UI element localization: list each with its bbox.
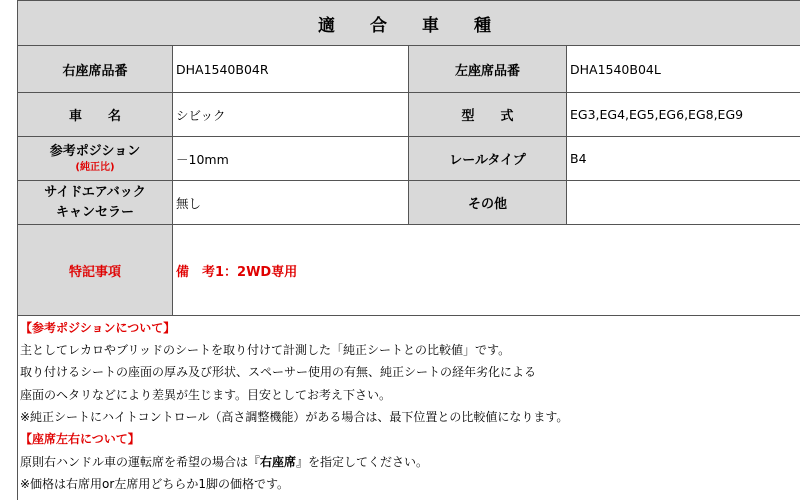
airbag-canceller-label (18, 181, 173, 225)
other-label: その他 (409, 181, 567, 225)
model-value: EG3,EG4,EG5,EG6,EG8,EG9 (567, 93, 800, 137)
car-name-label: 車 名 (18, 93, 173, 137)
other-value (567, 181, 800, 225)
left-seat-value: DHA1540B04L (567, 46, 800, 93)
model-label: 型 式 (409, 93, 567, 137)
right-seat-value: DHA1540B04R (173, 46, 409, 93)
fitment-sheet (17, 0, 800, 500)
notes-text: 取り付けるシートの座面の厚み及び形状、スペーサー使用の有無、純正シートの経年劣化による (20, 365, 537, 379)
notes-text: ※純正シートにハイトコントロール（高さ調整機能）がある場合は、最下位置との比較値になります。 (20, 410, 569, 424)
special-notes-value: 備 考1：2WD専用 (173, 225, 800, 316)
rail-type-value: B4 (567, 137, 800, 181)
notes-text-post: 』を指定してください。 (296, 455, 429, 469)
car-name-value: シビック (173, 93, 409, 137)
notes-heading-seat-side: 【座席左右について】 (20, 432, 140, 446)
ref-position-value: －10mm (173, 137, 409, 181)
notes-text: ※価格は右席用or左席用どちらか1脚の価格です。 (20, 477, 290, 491)
sheet-title: 適 合 車 種 (18, 1, 800, 46)
notes-heading-position: 【参考ポジションについて】 (20, 321, 176, 335)
ref-position-title: 参考ポジション (49, 144, 141, 159)
ref-position-label (18, 137, 173, 181)
ref-position-subtitle: (純正比) (75, 162, 115, 173)
airbag-canceller-value: 無し (173, 181, 409, 225)
notes-section (18, 316, 800, 500)
notes-text: 座面のヘタリなどにより差異が生じます。目安としてお考え下さい。 (20, 388, 392, 402)
right-seat-label: 右座席品番 (18, 46, 173, 93)
rail-type-label: レールタイプ (409, 137, 567, 181)
airbag-label-line1: サイドエアバック (44, 184, 146, 200)
notes-text-bold: 右座席 (260, 455, 297, 469)
special-notes-label: 特記事項 (18, 225, 173, 316)
notes-text: 主としてレカロやブリッドのシートを取り付けて計測した「純正シートとの比較値」です。 (20, 343, 511, 357)
notes-text-pre: 原則右ハンドル車の運転席を希望の場合は『 (20, 455, 261, 469)
left-seat-label: 左座席品番 (409, 46, 567, 93)
notes-seat-side-text (20, 453, 428, 470)
airbag-label-line2: キャンセラー (55, 204, 134, 220)
